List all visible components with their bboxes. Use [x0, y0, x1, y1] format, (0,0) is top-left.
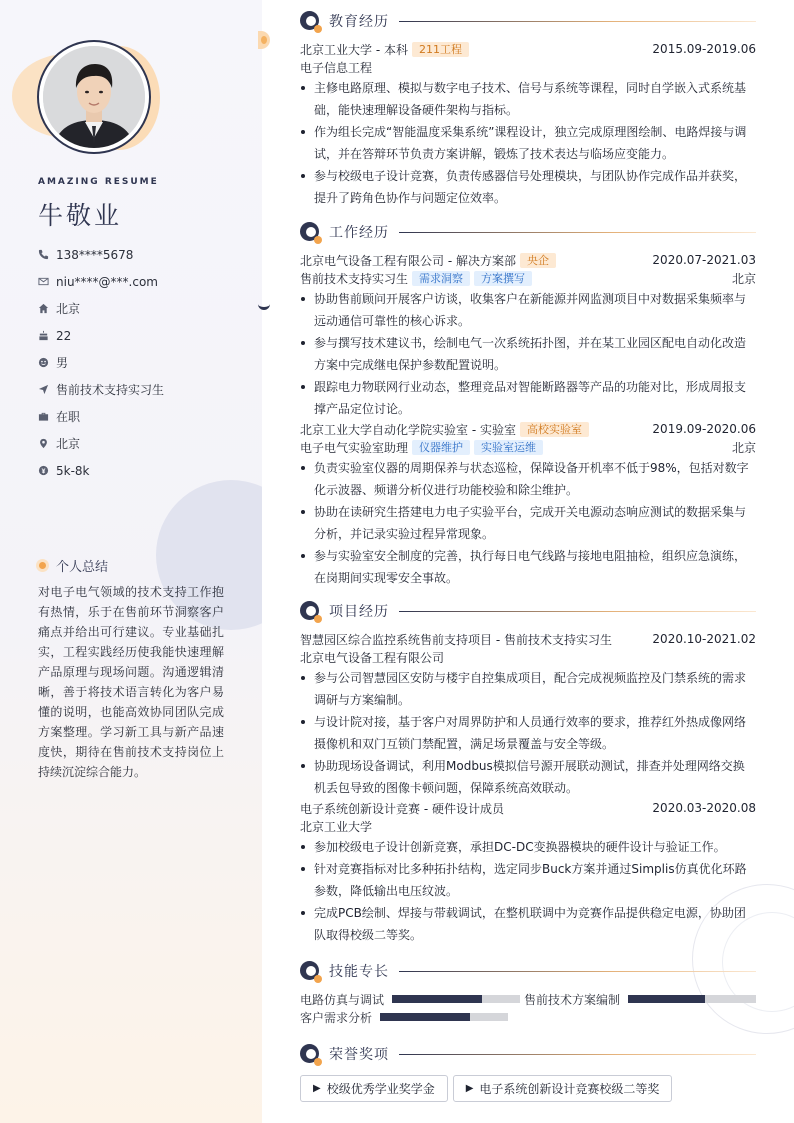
list-item: 负责实验室仪器的周期保养与状态巡检，保障设备开机率不低于98%，包括对数字化示波器、频谱分析仪进行功能校验和除尘维护。 — [300, 457, 756, 501]
skill-item — [300, 991, 524, 1008]
phone-text: 138****5678 — [56, 247, 134, 262]
honor-text: 电子系统创新设计竞赛校级二等奖 — [479, 1082, 660, 1096]
skill-bar-fill — [380, 1013, 470, 1021]
email-text: niu****@***.com — [56, 274, 158, 289]
status-text: 在职 — [56, 410, 81, 424]
section-title: 工作经历 — [329, 225, 389, 241]
section-divider — [399, 971, 756, 972]
skill-bar-fill — [392, 995, 482, 1003]
section-bullet-icon — [300, 601, 321, 622]
work-section — [300, 221, 756, 589]
info-status — [38, 403, 248, 430]
job-date: 2020.07-2021.03 — [652, 253, 756, 267]
company-tag: 高校实验室 — [520, 422, 589, 437]
skill-item — [300, 1009, 508, 1026]
section-header — [300, 1043, 756, 1065]
mail-icon — [38, 276, 56, 287]
major-name: 电子信息工程 — [300, 60, 373, 75]
list-item: 参与校级电子设计竞赛，负责传感器信号处理模块，与团队协作完成作品并获奖，提升了跨角色协作与问题定位效率。 — [300, 165, 756, 209]
projects-section — [300, 600, 756, 946]
section-divider — [399, 21, 756, 22]
job-role: 电子电气实验室助理 — [300, 440, 409, 455]
avatar-frame — [37, 40, 151, 154]
info-home — [38, 295, 248, 322]
skill-name: 电路仿真与调试 — [300, 992, 385, 1007]
summary-text: 对电子电气领域的技术支持工作抱有热情，乐于在售前环节洞察客户痛点并给出可行建议。专业基础扎实，工程实践经历使我能快速理解产品原理与现场问题。沟通逻辑清晰，善于将技术语言转化为客户易懂的说明，也能高效协同团队完成方案整理。学习新工具与新产品速度快，期待在售前技术支持岗位上持续沉淀综合能力。 — [38, 585, 224, 779]
avatar — [43, 46, 145, 148]
phone-icon — [38, 249, 56, 260]
summary-dot-icon — [36, 559, 49, 572]
job-entry — [300, 420, 756, 589]
list-item: 跟踪电力物联网行业动态，整理竞品对智能断路器等产品的功能对比，形成周报支撑产品定位讨论。 — [300, 376, 756, 420]
list-item: 参与撰写技术建议书，绘制电气一次系统拓扑图，并在某工业园区配电自动化改造方案中完成继电保护参数配置说明。 — [300, 332, 756, 376]
target-role-text: 售前技术支持实习生 — [56, 383, 165, 397]
section-title: 项目经历 — [329, 604, 389, 620]
skill-bar — [380, 1013, 508, 1021]
gender-icon — [38, 357, 56, 368]
info-target-role — [38, 376, 248, 403]
project-date: 2020.03-2020.08 — [652, 801, 756, 815]
skill-name: 客户需求分析 — [300, 1010, 373, 1025]
personal-info-list — [38, 241, 248, 484]
list-item: 参与实验室安全制度的完善，执行每日电气线路与接地电阻抽检，组织应急演练，在岗期间实现零安全事故。 — [300, 545, 756, 589]
section-bullet-icon — [300, 961, 321, 982]
project-org: 北京工业大学 — [300, 819, 373, 834]
location-text: 北京 — [56, 437, 81, 451]
project-org: 北京电气设备工程有限公司 — [300, 650, 445, 665]
salary-text: 5k-8k — [56, 463, 90, 478]
section-header — [300, 221, 756, 243]
list-item: 协助现场设备调试，利用Modbus模拟信号源开展联动测试，排查并处理网络交换机丢包导致的图像卡顿问题，保障系统高效联动。 — [300, 755, 756, 799]
info-age — [38, 322, 248, 349]
list-item: 作为组长完成“智能温度采集系统”课程设计，独立完成原理图绘制、电路焊接与调试，并在答辩环节负责方案讲解，锻炼了技术表达与临场应变能力。 — [300, 121, 756, 165]
home-icon — [38, 303, 56, 314]
project-date: 2020.10-2021.02 — [652, 632, 756, 646]
list-item: 针对竞赛指标对比多种拓扑结构，选定同步Buck方案并通过Simplis仿真优化环路参数，降低输出电压纹波。 — [300, 858, 756, 902]
list-item: 主修电路原理、模拟与数字电子技术、信号与系统等课程，同时自学嵌入式系统基础，能快速理解设备硬件架构与指标。 — [300, 77, 756, 121]
info-gender — [38, 349, 248, 376]
skill-item — [524, 991, 756, 1008]
major-row — [300, 58, 756, 76]
gender-text: 男 — [56, 356, 69, 370]
section-header — [300, 10, 756, 32]
honors-list — [300, 1075, 756, 1102]
school-name: 北京工业大学 - 本科 — [300, 42, 408, 57]
section-divider — [399, 611, 756, 612]
education-entry — [300, 40, 756, 58]
honors-section — [300, 1043, 756, 1102]
section-divider — [399, 1054, 756, 1055]
job-bullets — [300, 457, 756, 589]
role-tag: 需求洞察 — [412, 271, 470, 286]
list-item: 参与公司智慧园区安防与楼宇自控集成项目，配合完成视频监控及门禁系统的需求调研与方案编制。 — [300, 667, 756, 711]
skills-section — [300, 960, 756, 1026]
list-item: 与设计院对接，基于客户对周界防护和人员通行效率的要求，推荐红外热成像网络摄像机和双门互锁门禁配置，满足场景覆盖与安全等级。 — [300, 711, 756, 755]
briefcase-icon — [38, 411, 56, 422]
company-tag: 央企 — [520, 253, 556, 268]
project-bullets — [300, 667, 756, 799]
section-title: 教育经历 — [329, 14, 389, 30]
job-entry — [300, 251, 756, 420]
list-item: 完成PCB绘制、焊接与带载调试，在整机联调中为竞赛作品提供稳定电源，协助团队取得校级二等奖。 — [300, 902, 756, 946]
honor-badge — [453, 1075, 673, 1102]
section-title: 荣誉奖项 — [329, 1047, 389, 1063]
sidebar — [0, 0, 262, 1123]
decorative-crescent — [258, 298, 270, 310]
summary-title: 个人总结 — [56, 560, 109, 575]
candidate-name: 牛敬业 — [38, 201, 123, 230]
location-pin-icon — [38, 438, 56, 449]
project-entry — [300, 630, 756, 799]
skill-bar-fill — [628, 995, 705, 1003]
company-name: 北京电气设备工程有限公司 - 解决方案部 — [300, 253, 516, 268]
info-location — [38, 430, 248, 457]
school-tag: 211工程 — [412, 42, 469, 57]
summary-header — [36, 556, 108, 575]
honor-badge — [300, 1075, 448, 1102]
list-item: 协助售前顾问开展客户访谈，收集客户在新能源并网监测项目中对数据采集频率与远动通信可靠性的核心诉求。 — [300, 288, 756, 332]
section-header — [300, 600, 756, 622]
skills-list — [300, 990, 756, 1026]
honor-text: 校级优秀学业奖学金 — [326, 1082, 435, 1096]
section-bullet-icon — [300, 11, 321, 32]
section-bullet-icon — [300, 222, 321, 243]
resume-tagline: AMAZING RESUME — [38, 177, 159, 187]
list-item: 协助在读研究生搭建电力电子实验平台，完成开关电源动态响应测试的数据采集与分析，并记录实验过程异常现象。 — [300, 501, 756, 545]
list-item: 参加校级电子设计创新竞赛，承担DC-DC变换器模块的硬件设计与验证工作。 — [300, 836, 756, 858]
role-tag: 方案撰写 — [474, 271, 532, 286]
section-bullet-icon — [300, 1044, 321, 1065]
project-name: 智慧园区综合监控系统售前支持项目 - 售前技术支持实习生 — [300, 632, 612, 647]
project-bullets — [300, 836, 756, 946]
education-bullets — [300, 77, 756, 209]
role-tag: 实验室运维 — [474, 440, 543, 455]
send-icon — [38, 384, 56, 395]
job-role: 售前技术支持实习生 — [300, 271, 409, 286]
play-triangle-icon: ▶ — [465, 1083, 474, 1094]
info-phone — [38, 241, 248, 268]
age-text: 22 — [56, 328, 72, 343]
decorative-dot — [258, 31, 270, 49]
job-date: 2019.09-2020.06 — [652, 422, 756, 436]
info-salary — [38, 457, 248, 484]
project-entry — [300, 799, 756, 946]
role-tag: 仪器维护 — [412, 440, 470, 455]
skill-name: 售前技术方案编制 — [523, 992, 620, 1007]
money-icon — [38, 465, 56, 476]
education-section — [300, 10, 756, 209]
education-date: 2015.09-2019.06 — [652, 42, 756, 56]
skill-bar — [392, 995, 520, 1003]
job-city: 北京 — [731, 271, 756, 286]
info-email — [38, 268, 248, 295]
job-bullets — [300, 288, 756, 420]
project-name: 电子系统创新设计竞赛 - 硬件设计成员 — [300, 801, 504, 816]
company-name: 北京工业大学自动化学院实验室 - 实验室 — [300, 422, 516, 437]
job-city: 北京 — [731, 440, 756, 455]
play-triangle-icon: ▶ — [313, 1083, 321, 1094]
section-header — [300, 960, 756, 982]
home-text: 北京 — [56, 302, 81, 316]
section-divider — [399, 232, 756, 233]
section-title: 技能专长 — [329, 964, 389, 980]
skill-bar — [628, 995, 756, 1003]
cake-icon — [38, 330, 56, 341]
